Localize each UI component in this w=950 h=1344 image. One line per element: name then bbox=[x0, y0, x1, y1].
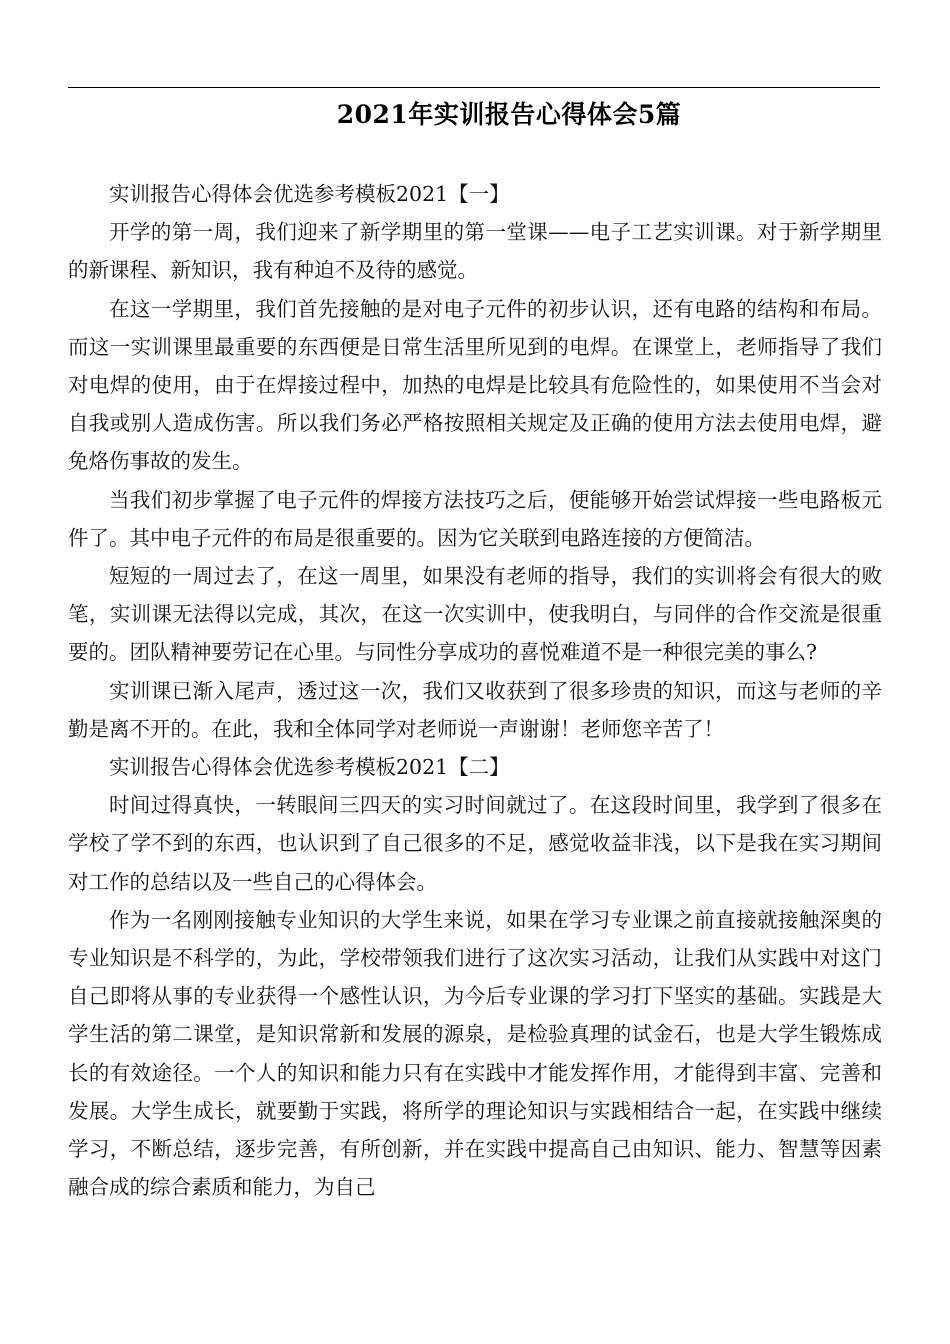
section-heading-1: 实训报告心得体会优选参考模板2021【一】 bbox=[109, 182, 510, 206]
document-title: 2021年实训报告心得体会5篇 bbox=[336, 100, 682, 129]
paragraph: 开学的第一周，我们迎来了新学期里的第一堂课——电子工艺实训课。对于新学期里的新课程、新知识，我有种迫不及待的感觉。 bbox=[68, 220, 882, 283]
paragraph: 当我们初步掌握了电子元件的焊接方法技巧之后，便能够开始尝试焊接一些电路板元件了。其中电子元件的布局是很重要的。因为它关联到电路连接的方便简洁。 bbox=[68, 487, 882, 550]
paragraph: 短短的一周过去了，在这一周里，如果没有老师的指导，我们的实训将会有很大的败笔，实训课无法得以完成，其次，在这一次实训中，使我明白，与同伴的合作交流是很重要的。团队精神要劳记在心里。与同性分享成功的喜悦难道不是一种很完美的事么? bbox=[68, 564, 882, 665]
paragraph: 在这一学期里，我们首先接触的是对电子元件的初步认识，还有电路的结构和布局。而这一实训课里最重要的东西便是日常生活里所见到的电焊。在课堂上，老师指导了我们对电焊的使用，由于在焊接过程中，加热的电焊是比较具有危险性的，如果使用不当会对自我或别人造成伤害。所以我们务必严格按照相关规定及正确的使用方法去使用电焊，避免烙伤事故的发生。 bbox=[68, 296, 882, 474]
paragraph: 实训课已渐入尾声，透过这一次，我们又收获到了很多珍贵的知识，而这与老师的辛勤是离不开的。在此，我和全体同学对老师说一声谢谢！老师您辛苦了！ bbox=[68, 678, 882, 741]
paragraph: 时间过得真快，一转眼间三四天的实习时间就过了。在这段时间里，我学到了很多在学校了学不到的东西，也认识到了自己很多的不足，感觉收益非浅，以下是我在实习期间对工作的总结以及一些自己的心得体会。 bbox=[68, 793, 882, 894]
section-heading-2: 实训报告心得体会优选参考模板2021【二】 bbox=[109, 755, 510, 780]
header-rule bbox=[68, 87, 880, 88]
document-body bbox=[68, 175, 882, 1206]
paragraph: 作为一名刚刚接触专业知识的大学生来说，如果在学习专业课之前直接就接触深奥的专业知识是不科学的，为此，学校带领我们进行了这次实习活动，让我们从实践中对这门自己即将从事的专业获得一个感性认识，为今后专业课的学习打下坚实的基础。实践是大学生活的第二课堂，是知识常新和发展的源泉，是检验真理的试金石，也是大学生锻炼成长的有效途径。一个人的知识和能力只有在实践中才能发挥作用，才能得到丰富、完善和发展。大学生成长，就要勤于实践，将所学的理论知识与实践相结合一起，在实践中继续学习，不断总结，逐步完善，有所创新，并在实践中提高自己由知识、能力、智慧等因素融合成的综合素质和能力，为自己 bbox=[68, 907, 882, 1200]
